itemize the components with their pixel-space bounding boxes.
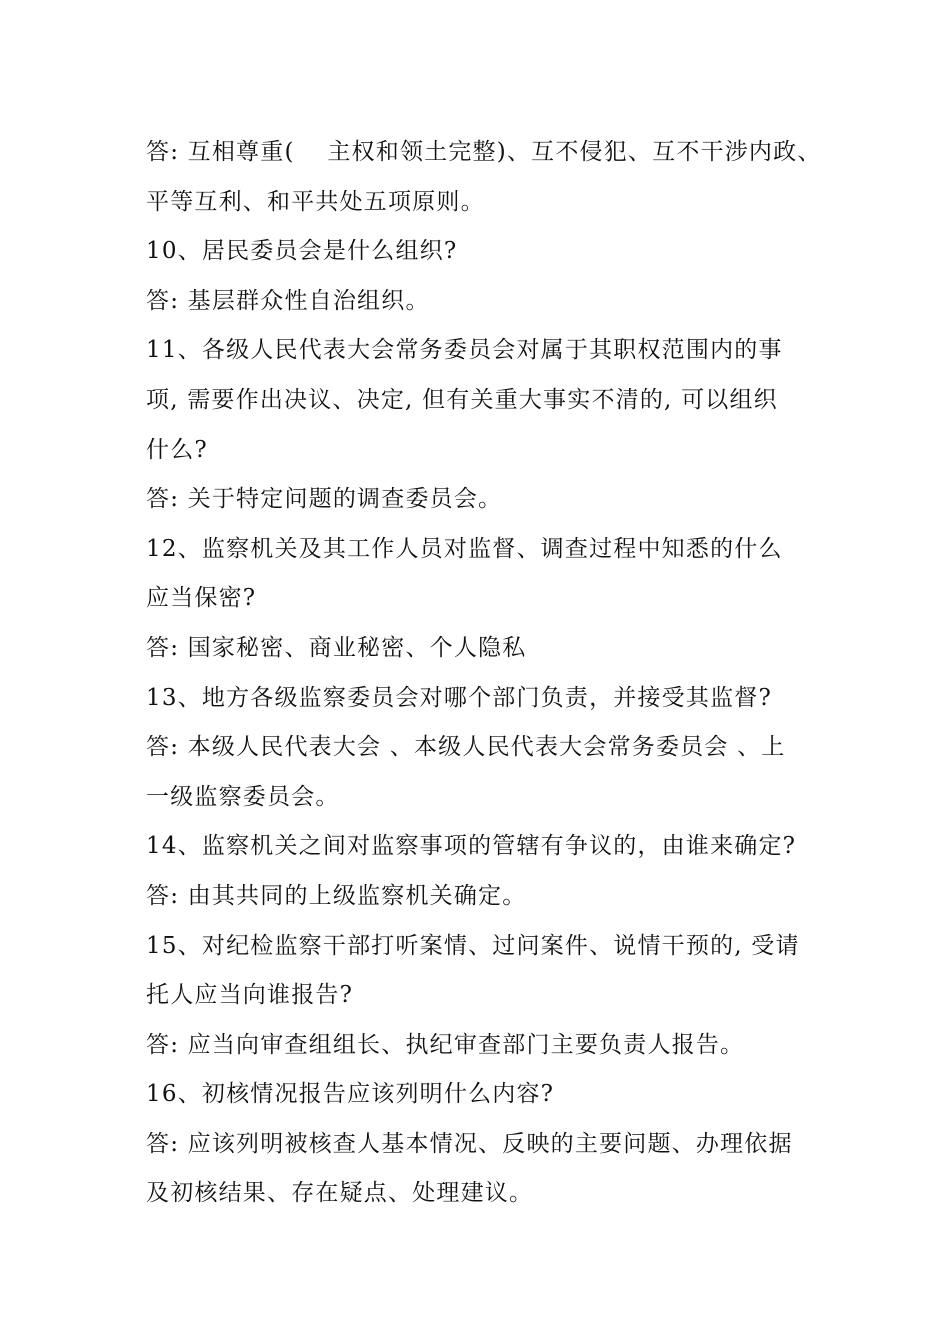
question-15-line-2: 托人应当向谁报告? <box>146 982 354 1009</box>
answer-11: 答: 关于特定问题的调查委员会。 <box>146 486 503 513</box>
answer-13-line-2: 一级监察委员会。 <box>146 783 340 810</box>
answer-16-line-2: 及初核结果、存在疑点、处理建议。 <box>146 1180 534 1207</box>
question-14: 14、监察机关之间对监察事项的管辖有争议的，由谁来确定? <box>146 833 797 860</box>
question-11-line-2: 项, 需要作出决议、决定, 但有关重大事实不清的, 可以组织 <box>146 386 778 413</box>
document-body <box>146 128 822 1219</box>
answer-14: 答: 由其共同的上级监察机关确定。 <box>146 882 527 909</box>
answer-15: 答: 应当向审查组组长、执纪审查部门主要负责人报告。 <box>146 1031 745 1058</box>
question-12-line-1: 12、监察机关及其工作人员对监督、调查过程中知悉的什么 <box>146 535 783 562</box>
answer-9-line-1: 答: 互相尊重( 主权和领土完整)、互不侵犯、互不干涉内政、 <box>146 139 822 165</box>
question-11-line-3: 什么? <box>146 436 208 463</box>
answer-10: 答: 基层群众性自治组织。 <box>146 287 430 314</box>
question-11-line-1: 11、各级人民代表大会常务委员会对属于其职权范围内的事 <box>146 337 783 364</box>
question-10: 10、居民委员会是什么组织? <box>146 238 458 265</box>
question-15-line-1: 15、对纪检监察干部打听案情、过问案件、说情干预的, 受请 <box>146 932 800 959</box>
answer-16-line-1: 答: 应该列明被核查人基本情况、反映的主要问题、办理依据 <box>146 1130 793 1157</box>
answer-13-line-1: 答: 本级人民代表大会 、本级人民代表大会常务委员会 、上 <box>146 734 786 761</box>
answer-12: 答: 国家秘密、商业秘密、个人隐私 <box>146 634 527 661</box>
question-13: 13、地方各级监察委员会对哪个部门负责，并接受其监督? <box>146 684 772 711</box>
question-12-line-2: 应当保密? <box>146 585 257 612</box>
question-16: 16、初核情况报告应该列明什么内容? <box>146 1081 555 1108</box>
answer-9-line-2: 平等互利、和平共处五项原则。 <box>146 188 485 215</box>
